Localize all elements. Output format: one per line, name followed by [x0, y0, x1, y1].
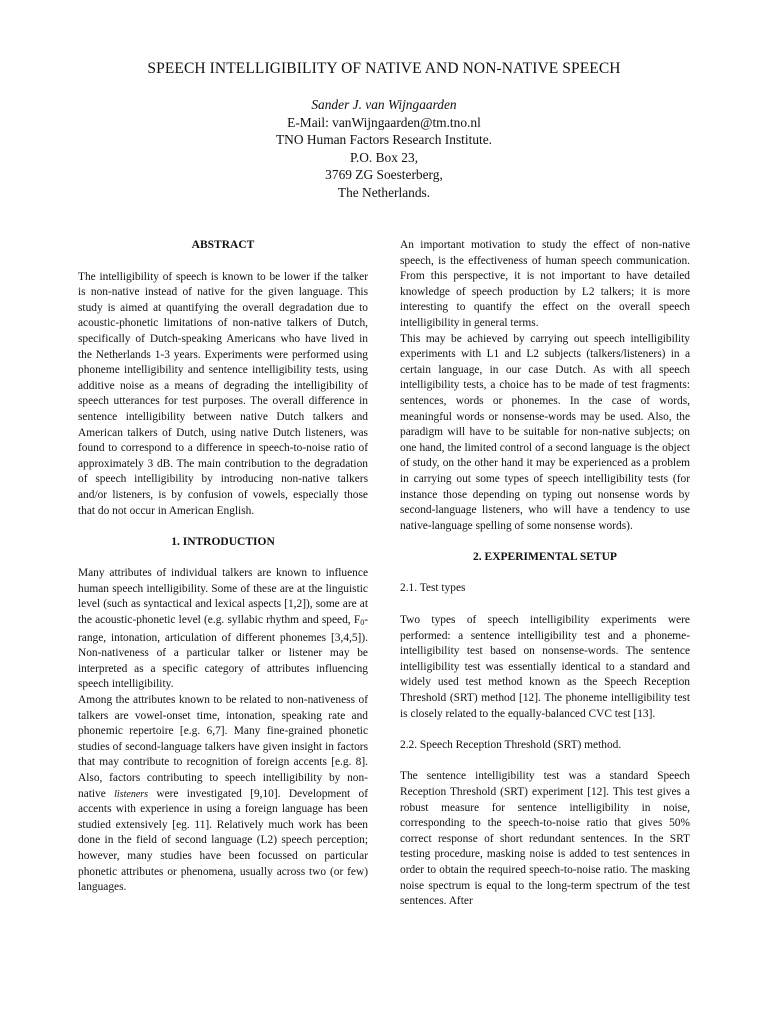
right-column [400, 238, 690, 910]
author-email: E-Mail: vanWijngaarden@tm.tno.nl [287, 114, 481, 130]
motivation-paragraph: This may be achieved by carrying out speech intelligibility experiments with L1 and L2 subjects (talkers/listeners) in a certain language, in our case Dutch. As with all speech intelligibility tests, a choice has to be made of test fragments: sentences, words or phonemes. In the case of words, meaningful words or nonsense-words may be used. Also, the paradigm will have to be suitable for non-native subjects; on one hand, the limited control of a second language is the object of study, on the other hand it may be experienced as a problem in carrying out some types of speech intelligibility tests (for instance those depending on typing out nonsense words by second-language listeners, who will have a tendency to use native-language spelling of some nonsense words). [400, 332, 690, 532]
author-name: Sander J. van Wijngaarden [311, 97, 457, 112]
author-address-line: The Netherlands. [337, 184, 431, 200]
motivation-paragraph: An important motivation to study the effect of non-native speech, is the effectiveness of human speech communication. From this perspective, it is not important to have detailed knowledge of speech production by L2 talkers; it is more interesting to quantify the effect on the overall speech intelligibility in general terms. [400, 239, 690, 329]
text-run: Many attributes of individual talkers are known to influence human speech intelligibility. Some of these are at the linguistic level (such as syntactical and lexical aspects [1,2]), some are at the acoustic-phonetic level (e.g. syllabic rhythm and speed, F [78, 567, 368, 627]
setup-paragraph: Two types of speech intelligibility experiments were performed: a sentence intelligibility test and a phoneme-intelligibility test based on nonsense-words. The sentence intelligibility test was essentially identical to a standard and widely used test method known as the Speech Reception Threshold (SRT) method [12]. The phoneme intelligibility test is closely related to the equally-balanced CVC test [13]. [400, 614, 690, 720]
left-column [78, 238, 368, 896]
author-block [0, 96, 768, 202]
subsection-heading: 2.1. Test types [400, 582, 466, 595]
author-address-line: P.O. Box 23, [349, 149, 419, 165]
text-run: -range, intonation, articulation of different phonemes [3,4,5]). Non-nativeness of a particular talker or listener may be interpreted as a specific category of attributes influencing speech intelligibility. [78, 614, 368, 691]
setup-heading: 2. EXPERIMENTAL SETUP [473, 550, 617, 563]
abstract-text: The intelligibility of speech is known to be lower if the talker is non-native instead of native for the given language. This study is aimed at quantifying the overall degradation due to acoustic-phonetic limitations of non-native talkers of Dutch, specifically of Dutch-speaking Americans who have lived in the Netherlands 1-3 years. Experiments were performed using phoneme intelligibility and sentence intelligibility tests, using additive noise as a means of degrading the intelligibility of speech utterances for test purposes. The overall difference in sentence intelligibility between native Dutch talkers and American talkers of Dutch, using native Dutch listeners, was found to correspond to a difference in speech-to-noise ratio of approximately 3 dB. The main contribution to the degradation of speech intelligibility by introducing non-native talkers and/or listeners, is by confusion of vowels, especially those that do not occur in American English. [78, 270, 368, 517]
author-affiliation: TNO Human Factors Research Institute. [275, 132, 493, 148]
introduction-paragraph [78, 693, 368, 896]
abstract-heading: ABSTRACT [191, 239, 255, 251]
introduction-paragraph [78, 566, 368, 693]
setup-paragraph: The sentence intelligibility test was a standard Speech Reception Threshold (SRT) experiment [12]. This test gives a robust measure for sentence intelligibility in noise, corresponding to the speech-to-noise ratio that gives 50% correct response of short redundant sentences. In the SRT testing procedure, masking noise is added to test sentences in order to obtain the required speech-to-noise ratio. The masking noise spectrum is equal to the long-term spectrum of the test sentences. After [400, 770, 690, 908]
subsection-heading: 2.2. Speech Reception Threshold (SRT) method. [400, 738, 622, 751]
author-address-line: 3769 ZG Soesterberg, [325, 167, 443, 183]
italic-term: listeners [114, 788, 149, 800]
subscript: 0 [360, 618, 365, 628]
text-run: Among the attributes known to be related to non-nativeness of talkers are vowel-onset time, intonation, speaking rate and phonemic repertoire [e.g. 6,7]. Many fine-grained phonetic studies of second-language talkers have given insight in factors that may contribute to recognition of foreign accents [e.g. 8]. Also, factors contributing to speech intelligibility by non-native [78, 694, 368, 800]
paper-title: SPEECH INTELLIGIBILITY OF NATIVE AND NON-NATIVE SPEECH [147, 60, 621, 77]
introduction-heading: 1. INTRODUCTION [171, 535, 275, 548]
text-run: were investigated [9,10]. Development of accents with experience in using a foreign language has been studied extensively [eg. 11]. Relatively much work has been done in the field of second language (L2) speech perception; however, many studies have been focussed on particular phonetic attributes or phenomena, usually across two (or few) languages. [78, 787, 368, 894]
